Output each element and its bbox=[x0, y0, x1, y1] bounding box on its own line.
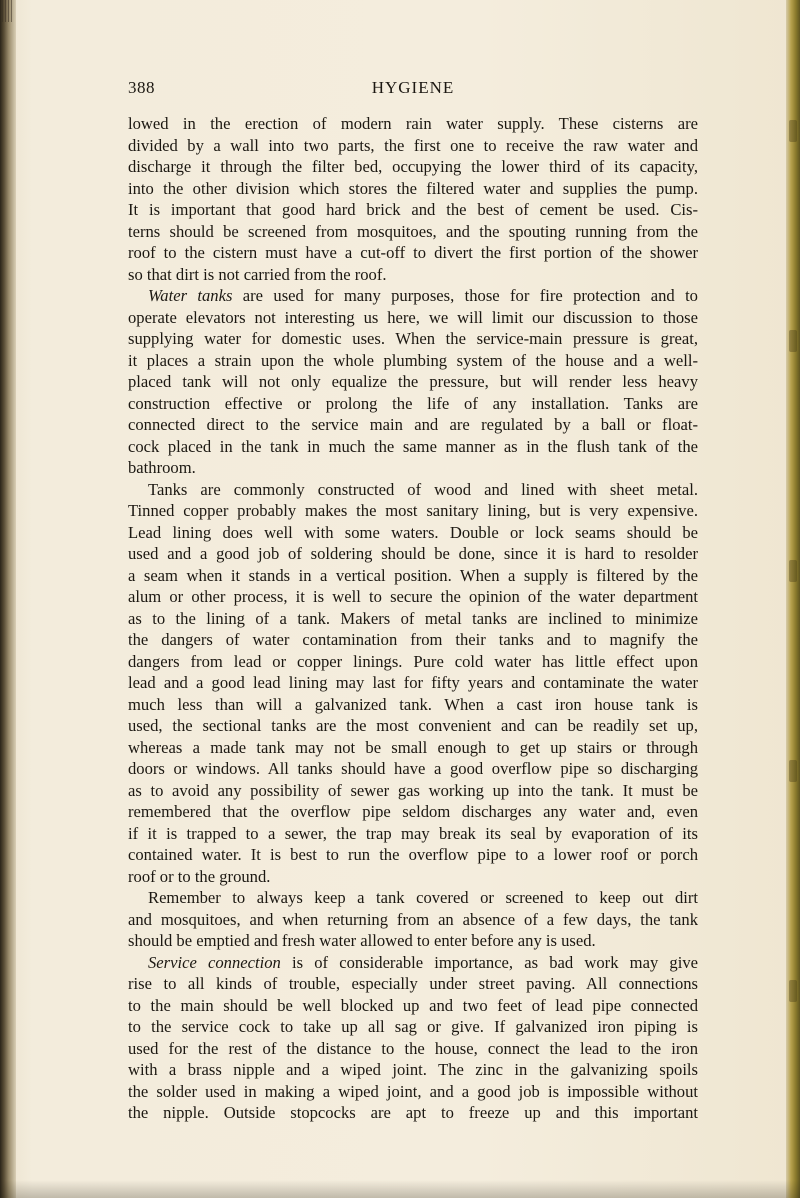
text-line bbox=[128, 1081, 698, 1103]
text-line bbox=[128, 436, 698, 458]
line-text: operate elevators not interesting us here, we will limit our discussion to those bbox=[128, 307, 698, 327]
line-text: if it is trapped to a sewer, the trap may break its seal by evaporation of its bbox=[128, 823, 698, 843]
line-text: Remember to always keep a tank covered or screened to keep out dirt bbox=[148, 888, 698, 907]
text-line bbox=[128, 285, 698, 307]
text-line bbox=[128, 178, 698, 200]
line-text: rise to all kinds of trouble, especially under street paving. All connections bbox=[128, 974, 698, 993]
line-text: connected direct to the service main and are regulated by a ball or float- bbox=[128, 415, 698, 434]
running-head bbox=[128, 78, 698, 100]
line-text: much less than will a galvanized tank. When a cast iron house tank is bbox=[128, 694, 698, 714]
line-text: a seam when it stands in a vertical position. When a supply is filtered by the bbox=[128, 565, 698, 585]
line-text: lead and a good lead lining may last for fifty years and contaminate the water bbox=[128, 673, 698, 692]
line-text: remembered that the overflow pipe seldom discharges any water and, even bbox=[128, 802, 698, 821]
line-text: placed tank will not only equalize the pressure, but will render less heavy bbox=[128, 372, 698, 391]
text-line bbox=[128, 371, 698, 393]
book-page-edge bbox=[786, 0, 800, 1198]
text-line bbox=[128, 113, 698, 135]
text-line bbox=[128, 866, 698, 888]
text-line bbox=[128, 457, 698, 479]
line-text: are used for many purposes, those for fire protection and to bbox=[232, 286, 698, 305]
text-line bbox=[128, 522, 698, 544]
text-line bbox=[128, 156, 698, 178]
text-line bbox=[128, 221, 698, 243]
text-line bbox=[128, 242, 698, 264]
text-line bbox=[128, 199, 698, 221]
text-line bbox=[128, 1059, 698, 1081]
text-line bbox=[128, 694, 698, 716]
text-line bbox=[128, 758, 698, 780]
line-text: Tanks are commonly constructed of wood and lined with sheet metal. bbox=[148, 479, 698, 499]
text-line bbox=[128, 393, 698, 415]
line-text: used, the sectional tanks are the most convenient and can be readily set up, bbox=[128, 716, 698, 735]
text-line bbox=[128, 1016, 698, 1038]
running-title: HYGIENE bbox=[371, 78, 455, 97]
line-text: dangers from lead or copper linings. Pure cold water has little effect upon bbox=[128, 651, 698, 671]
text-line bbox=[128, 414, 698, 436]
line-text: as to the lining of a tank. Makers of metal tanks are inclined to minimize bbox=[128, 608, 698, 628]
italic-term: Water tanks bbox=[148, 286, 233, 305]
line-text: and mosquitoes, and when returning from an absence of a few days, the tank bbox=[128, 909, 698, 929]
text-line bbox=[128, 629, 698, 651]
text-line bbox=[128, 350, 698, 372]
text-line bbox=[128, 995, 698, 1017]
line-text: the dangers of water contamination from their tanks and to magnify the bbox=[128, 630, 698, 649]
text-line bbox=[128, 328, 698, 350]
text-line bbox=[128, 930, 698, 952]
line-text: used for the rest of the distance to the house, connect the lead to the iron bbox=[128, 1038, 698, 1058]
line-text: it places a strain upon the whole plumbing system of the house and a well- bbox=[128, 350, 698, 370]
text-line bbox=[128, 307, 698, 329]
text-line bbox=[128, 909, 698, 931]
page-number: 388 bbox=[128, 78, 155, 97]
line-text: with a brass nipple and a wiped joint. The zinc in the galvanizing spoils bbox=[128, 1060, 698, 1079]
line-text: used and a good job of soldering should be done, since it is hard to resolder bbox=[128, 544, 698, 563]
text-line bbox=[128, 608, 698, 630]
line-text: as to avoid any possibility of sewer gas working up into the tank. It must be bbox=[128, 780, 698, 800]
text-line bbox=[128, 715, 698, 737]
line-text: Lead lining does well with some waters. Double or lock seams should be bbox=[128, 522, 698, 542]
line-text: roof to the cistern must have a cut-off to divert the first portion of the shower bbox=[128, 243, 698, 262]
text-line bbox=[128, 823, 698, 845]
line-text: is of considerable importance, as bad work may give bbox=[280, 952, 698, 972]
text-line bbox=[128, 887, 698, 909]
line-text: the nipple. Outside stopcocks are apt to freeze up and this important bbox=[128, 1103, 698, 1122]
text-line bbox=[128, 672, 698, 694]
line-text: discharge it through the filter bed, occupying the lower third of its capacity, bbox=[128, 157, 698, 176]
line-text: roof or to the ground. bbox=[128, 866, 271, 886]
text-line bbox=[128, 586, 698, 608]
line-text: bathroom. bbox=[128, 458, 196, 477]
line-text: the solder used in making a wiped joint, and a good job is impossible without bbox=[128, 1081, 698, 1101]
line-text: It is important that good hard brick and the best of cement be used. Cis- bbox=[128, 200, 698, 219]
text-line bbox=[128, 479, 698, 501]
text-line bbox=[128, 1102, 698, 1124]
line-text: doors or windows. All tanks should have a good overflow pipe so discharging bbox=[128, 759, 698, 778]
text-line bbox=[128, 264, 698, 286]
line-text: terns should be screened from mosquitoes, and the spouting running from the bbox=[128, 221, 698, 241]
text-line bbox=[128, 780, 698, 802]
line-text: cock placed in the tank in much the same manner as in the flush tank of the bbox=[128, 436, 698, 456]
book-gutter-edge bbox=[0, 0, 16, 1198]
line-text: whereas a made tank may not be small enough to get up stairs or through bbox=[128, 737, 698, 757]
text-line bbox=[128, 844, 698, 866]
page-bottom-shadow bbox=[0, 1180, 800, 1198]
text-line bbox=[128, 565, 698, 587]
line-text: should be emptied and fresh water allowed to enter before any is used. bbox=[128, 931, 596, 950]
line-text: into the other division which stores the filtered water and supplies the pump. bbox=[128, 178, 698, 198]
text-line bbox=[128, 500, 698, 522]
line-text: alum or other process, it is well to secure the opinion of the water department bbox=[128, 587, 698, 606]
line-text: construction effective or prolong the life of any installation. Tanks are bbox=[128, 393, 698, 413]
text-line bbox=[128, 737, 698, 759]
body-text bbox=[128, 113, 698, 1124]
text-line bbox=[128, 543, 698, 565]
text-line bbox=[128, 1038, 698, 1060]
line-text: contained water. It is best to run the overflow pipe to a lower roof or porch bbox=[128, 845, 698, 864]
text-line bbox=[128, 973, 698, 995]
line-text: so that dirt is not carried from the roof. bbox=[128, 264, 387, 284]
line-text: divided by a wall into two parts, the first one to receive the raw water and bbox=[128, 135, 698, 155]
italic-term: Service connection bbox=[148, 952, 281, 972]
line-text: Tinned copper probably makes the most sanitary lining, but is very expensive. bbox=[128, 501, 698, 520]
text-line bbox=[128, 801, 698, 823]
text-line bbox=[128, 135, 698, 157]
text-line bbox=[128, 651, 698, 673]
line-text: supplying water for domestic uses. When the service-main pressure is great, bbox=[128, 329, 698, 348]
line-text: to the service cock to take up all sag or give. If galvanized iron piping is bbox=[128, 1017, 698, 1036]
text-line bbox=[128, 952, 698, 974]
line-text: to the main should be well blocked up and two feet of lead pipe connected bbox=[128, 995, 698, 1015]
line-text: lowed in the erection of modern rain water supply. These cisterns are bbox=[128, 114, 698, 133]
